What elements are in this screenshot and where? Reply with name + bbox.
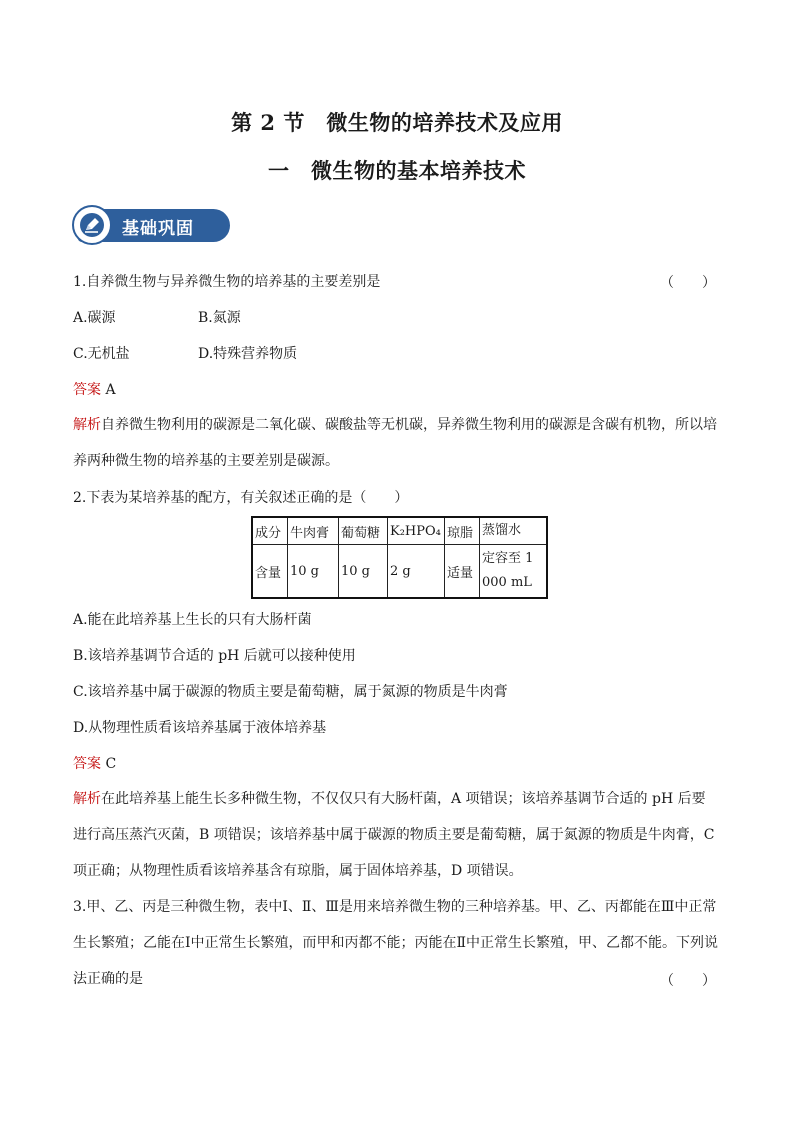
table-header-cell: 牛肉膏 [288, 517, 339, 545]
q1-answer-value: A [105, 382, 116, 398]
q1-option-a: A.碳源 [73, 310, 116, 326]
table-row [252, 517, 547, 545]
q1-analysis-text: 自养微生物利用的碳源是二氧化碳、碳酸盐等无机碳，异养微生物利用的碳源是含碳有机物，所以培养两种微生物的培养基的主要差别是碳源。 [73, 417, 717, 469]
q2-answer [73, 754, 116, 774]
table-cell: 适量 [445, 545, 480, 599]
q2-analysis [73, 781, 719, 889]
q1-answer-bracket: （ ） [660, 275, 716, 291]
table-row [252, 545, 547, 599]
q1-options-row-2 [73, 344, 298, 364]
q2-option-b: B.该培养基调节合适的 pH 后就可以接种使用 [73, 648, 356, 664]
subsection-title: 一 微生物的基本培养技术 [268, 158, 526, 183]
q1-answer [73, 380, 116, 400]
q1-option-b: B.氮源 [198, 310, 241, 326]
pencil-icon [72, 205, 112, 245]
table-header-cell: K₂HPO₄ [388, 517, 445, 545]
q2-option-d: D.从物理性质看该培养基属于液体培养基 [73, 720, 327, 736]
q1-analysis [73, 407, 719, 479]
section-title: 第 2 节 微生物的培养技术及应用 [231, 110, 563, 135]
section-badge [72, 205, 230, 245]
q1-stem: 1.自养微生物与异养微生物的培养基的主要差别是 [73, 274, 381, 290]
q2-option-a: A.能在此培养基上生长的只有大肠杆菌 [73, 612, 312, 628]
table-cell: 10 g [288, 545, 339, 599]
table-cell: 定容至 1 000 mL [480, 545, 548, 599]
table-header-cell: 葡萄糖 [339, 517, 388, 545]
table-cell: 10 g [339, 545, 388, 599]
q1-answer-label: 答案 [73, 382, 101, 398]
q1-analysis-label: 解析 [73, 417, 101, 433]
table-cell: 2 g [388, 545, 445, 599]
q2-stem: 2.下表为某培养基的配方，有关叙述正确的是（ ） [73, 490, 409, 506]
table-header-cell: 琼脂 [445, 517, 480, 545]
recipe-table [251, 516, 548, 599]
q1-option-d: D.特殊营养物质 [198, 346, 298, 362]
table-header-cell: 成分 [252, 517, 288, 545]
q2-analysis-text: 在此培养基上能生长多种微生物，不仅仅只有大肠杆菌，A 项错误；该培养基调节合适的 pH 后要进行高压蒸汽灭菌，B 项错误；该培养基中属于碳源的物质主要是葡萄糖，属于氮源的物质是牛肉膏，C 项正确；从物理性质看该培养基含有琼脂，属于固体培养基，D 项错误。 [73, 791, 715, 879]
q2-answer-value: C [105, 756, 117, 772]
q3-answer-bracket: （ ） [660, 973, 716, 989]
badge-label: 基础巩固 [122, 219, 194, 239]
q1-options-row-1 [73, 308, 241, 328]
table-header-cell: 蒸馏水 [480, 517, 548, 545]
table-cell: 含量 [252, 545, 288, 599]
q1-option-c: C.无机盐 [73, 346, 130, 362]
q2-option-c: C.该培养基中属于碳源的物质主要是葡萄糖，属于氮源的物质是牛肉膏 [73, 684, 508, 700]
q2-answer-label: 答案 [73, 756, 101, 772]
q2-analysis-label: 解析 [73, 791, 101, 807]
q3-stem: 3.甲、乙、丙是三种微生物，表中Ⅰ、Ⅱ、Ⅲ是用来培养微生物的三种培养基。甲、乙、丙都能在Ⅲ中正常生长繁殖；乙能在Ⅰ中正常生长繁殖，而甲和丙都不能；丙能在Ⅱ中正常生长繁殖，甲、乙都不能。下列说法正确的是 [73, 899, 719, 987]
